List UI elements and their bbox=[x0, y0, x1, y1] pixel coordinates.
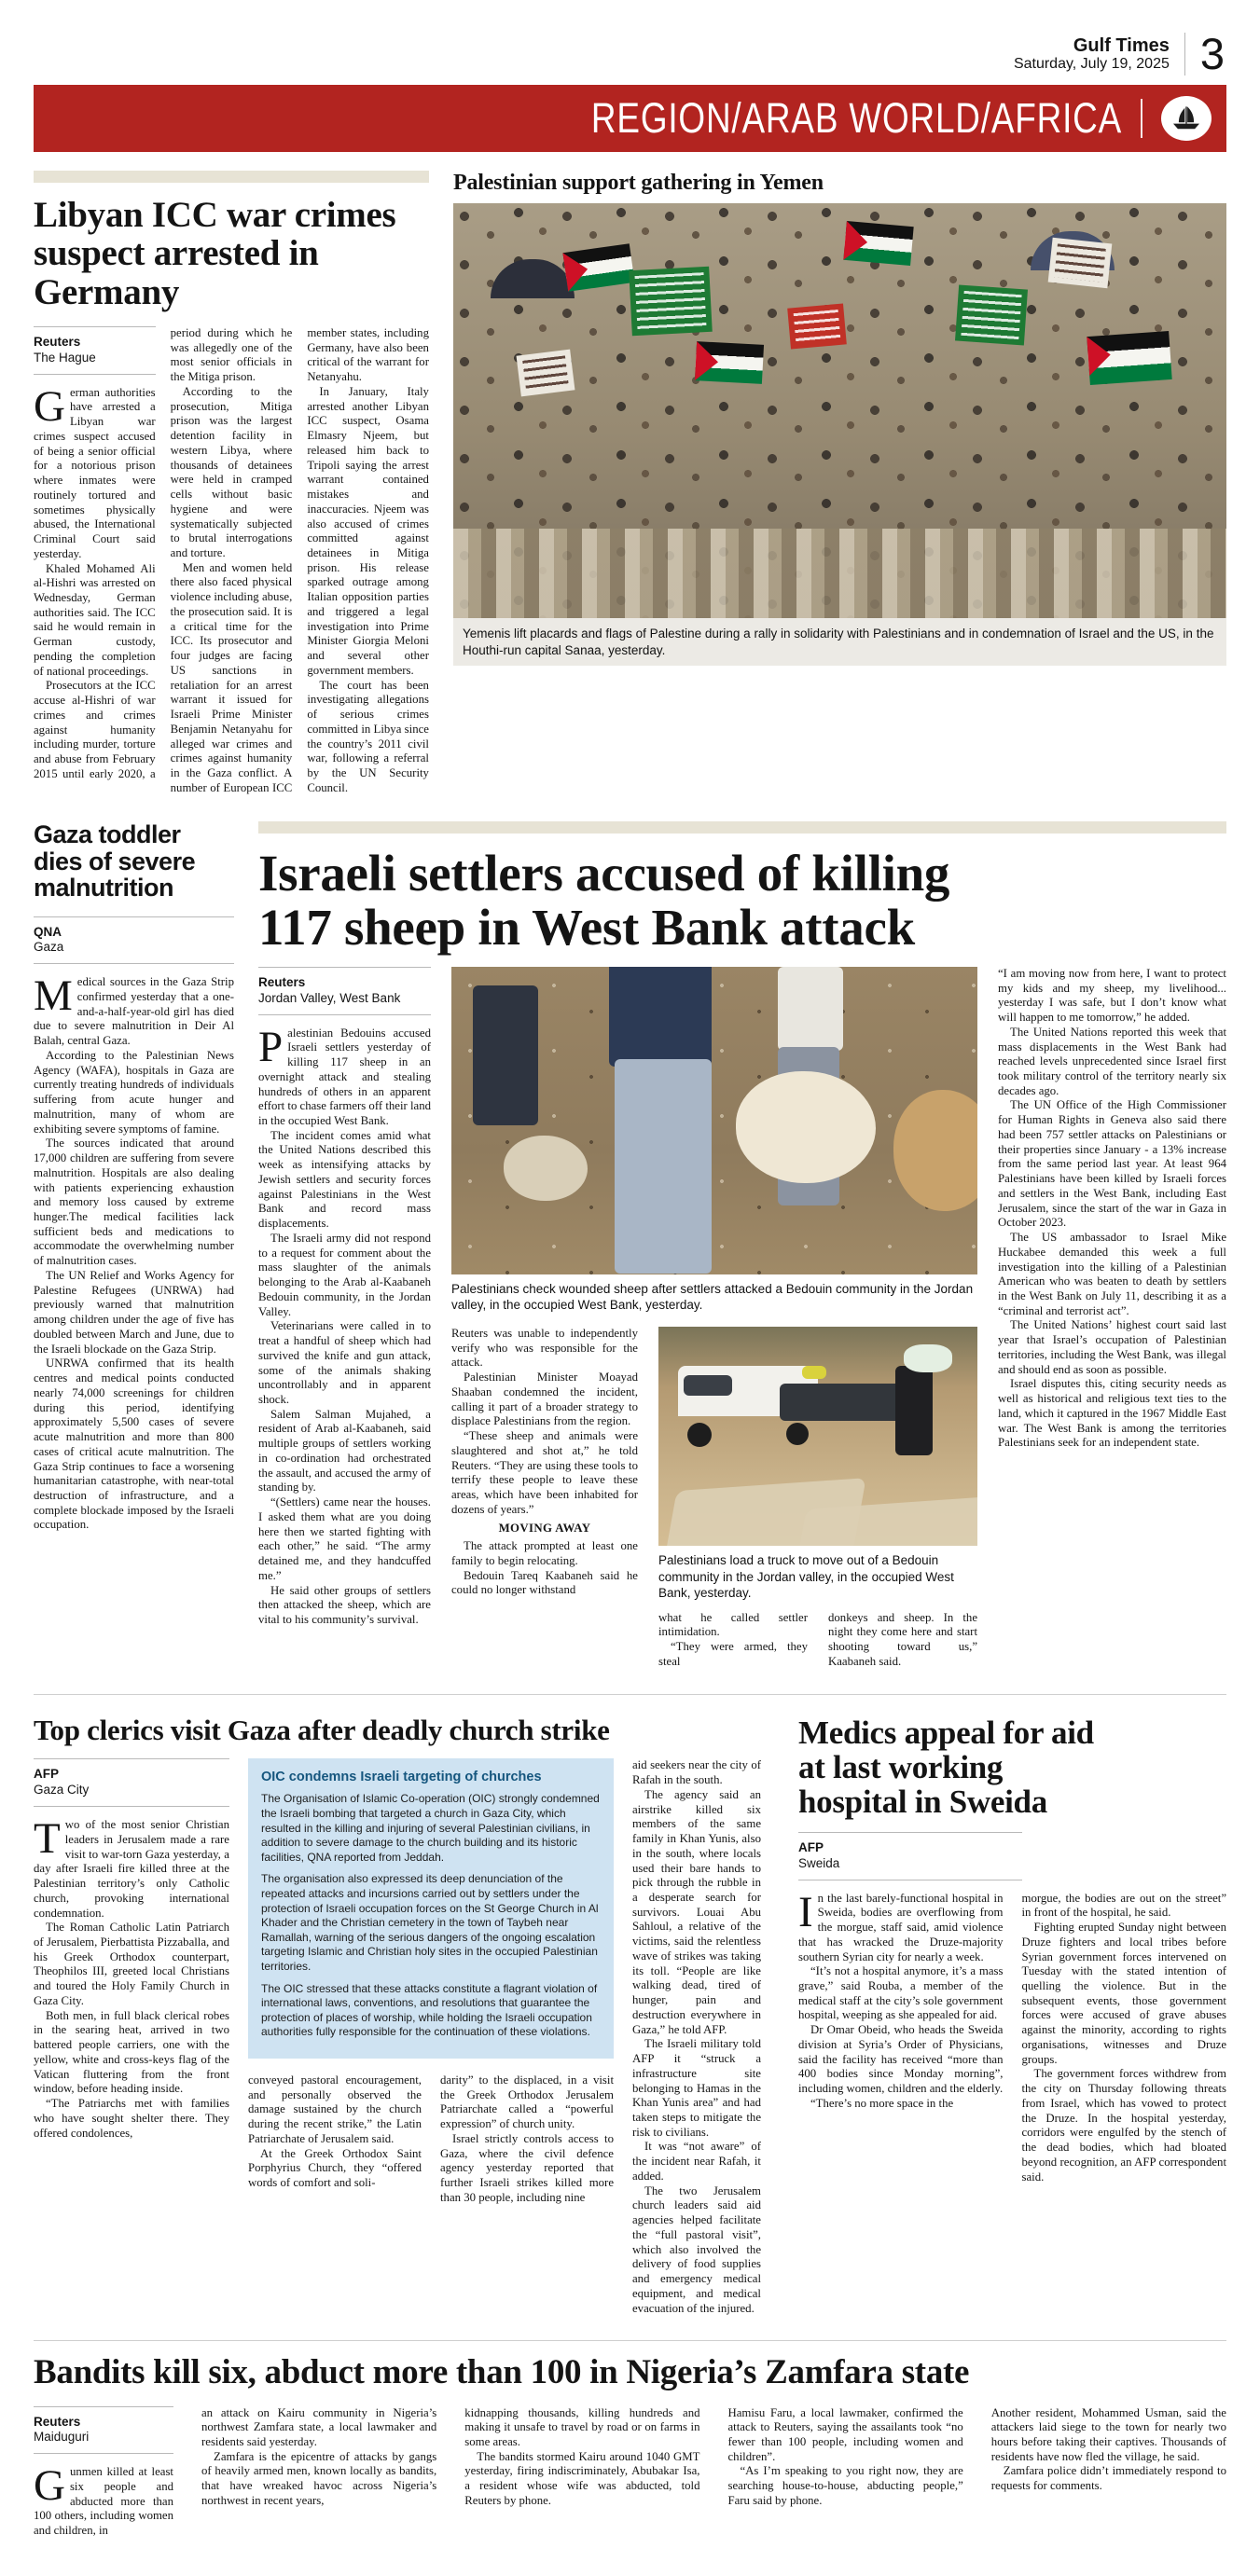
oic-condemnation-box bbox=[248, 1758, 614, 2059]
sheep-headline bbox=[258, 845, 1226, 956]
paragraph: The agency said an airstrike killed six members of the same family in Khan Yunis, also in the south, where locals used their bare hands to pick through the rubble in a desperate search for survivors. Louai Abu Sahloul, a relative of the victims, said the relentless wave of strikes was taking its toll. “People are like walking dead, tired of hunger, pain and destruction everywhere in Gaza,” he told AFP. bbox=[632, 1787, 761, 2036]
medics-col2-text bbox=[1022, 1892, 1227, 2185]
paragraph: “It’s not a hospital anymore, it’s a mass grave,” said Rouba, a member of the medical staff at the city’s sole government hospital, weeping as she appealed for aid. bbox=[798, 1964, 1004, 2022]
paragraph: Fighting erupted Sunday night between Druze fighters and local tribes before Syrian government forces intervened on Tuesday with the stated intention of quelling the violence. But in the subsequent events, those government forces were accused of grave abuses against the minority, according to rights organisations, witnesses and Druze groups. bbox=[1021, 1921, 1226, 2066]
paragraph: “The Patriarchs met with families who have sought shelter there. They offered condolences, bbox=[34, 2097, 229, 2140]
sheep-col1 bbox=[258, 967, 431, 1670]
nigeria-col2-text bbox=[201, 2406, 436, 2539]
banner-separator bbox=[1141, 99, 1142, 138]
clerics-location: Gaza City bbox=[34, 1783, 90, 1798]
paragraph: Gunmen killed at least six people and abducted more than 100 others, including women and children, in bbox=[34, 2461, 173, 2538]
clerics-agency: AFP bbox=[34, 1767, 59, 1782]
kicker-bar bbox=[34, 171, 429, 183]
paragraph: According to the Palestinian News Agency (WAFA), hospitals in Gaza are currently treating hundreds of individuals suffering from acute hunger and malnutrition, many of whom are exhibiting severe symptoms of famine. bbox=[34, 1048, 234, 1136]
paragraph: “There’s no more space in the bbox=[810, 2096, 954, 2110]
article-sheep-attack bbox=[258, 821, 1226, 1669]
sheep-article-grid bbox=[258, 967, 1226, 1670]
yemen-kicker: Palestinian support gathering in Yemen bbox=[453, 171, 824, 195]
nigeria-agency: Reuters bbox=[34, 2414, 81, 2429]
sheep-subgrid bbox=[451, 1327, 977, 1670]
sheep-shape bbox=[736, 1071, 876, 1183]
paragraph: Reuters was unable to independently verify who was responsible for the attack. bbox=[451, 1326, 638, 1370]
placard-text-lines bbox=[522, 355, 569, 390]
paragraph: UNRWA confirmed that its health centres and medical points conducted nearly 74,000 screenings for children during this period, identifying approximately 5,500 cases of severe acute malnutrition and more than 800 cases of critical acute malnutrition. The Gaza Strip continues to face a worsening humanitarian catastrophe, with near-total destruction of infrastructure, and a complete blockade imposed by the Israeli occupation. bbox=[34, 1357, 234, 1532]
paragraph: The UN Office of the High Commissioner for Human Rights in Geneva also said there had been 757 settler attacks on Palestinians or their properties since January - a 13% increase from the same period last year. At least 964 Palestinians have been killed by Israeli forces and settlers in the West Bank, including East Jerusalem, since the start of the war in Gaza in October 2023. bbox=[998, 1098, 1226, 1230]
placard-text-lines bbox=[1054, 243, 1105, 282]
masthead-text bbox=[1014, 35, 1170, 73]
article-libya-icc bbox=[34, 171, 429, 795]
libya-agency: Reuters bbox=[34, 334, 81, 349]
medics-grid bbox=[798, 1887, 1226, 2185]
paragraph: Both men, in full black clerical robes in the searing heat, arrived in two battered people carriers, one with the yellow, white and cross-keys flag of the Vatican fluttering from the front window, before heading inside. bbox=[34, 2008, 229, 2096]
paragraph: The attack prompted at least one family to begin relocating. bbox=[451, 1539, 638, 1567]
sheep-byline bbox=[258, 967, 431, 1015]
libya-body bbox=[34, 326, 429, 796]
clerics-col4-text bbox=[632, 1758, 761, 2316]
clerics-grid bbox=[34, 1758, 761, 2316]
page-number: 3 bbox=[1199, 29, 1225, 78]
libya-headline: Libyan ICC war crimes suspect arrested in Germany bbox=[34, 195, 396, 312]
red-placard bbox=[787, 303, 847, 349]
toddler-headline: Gaza toddler dies of severe malnutrition bbox=[34, 820, 196, 902]
white-placard bbox=[1048, 238, 1113, 288]
person-carrying-sack bbox=[895, 1366, 933, 1455]
sheep-stub1 bbox=[658, 1611, 808, 1670]
paragraph: The Israeli army did not respond to a request for comment about the mass slaughter of the animals belonging to the Arab al-Kaabaneh Bedouin community, in the Jordan Valley. bbox=[258, 1231, 431, 1318]
paragraph: conveyed pastoral encouragement, and personally observed the damage sustained by the church during the recent strike,” the Latin Patriarchate of Jerusalem said. bbox=[248, 2073, 422, 2145]
sheep-headline-line2: 117 sheep in West Bank attack bbox=[258, 898, 915, 956]
kicker-bar bbox=[258, 821, 1226, 833]
nigeria-col3-text bbox=[464, 2406, 699, 2539]
dhow-boat-logo-icon bbox=[1161, 96, 1212, 141]
crowd-band bbox=[453, 529, 1226, 618]
green-banner bbox=[629, 267, 713, 336]
paragraph: The two Jerusalem church leaders said aid agencies helped facilitate the “full pastoral visit”, which also involved the delivery of food supplies and emergency medical equipment, and medical evacuation of the injured. bbox=[632, 2183, 761, 2315]
paragraph: aid seekers near the city of Rafah in the south. bbox=[632, 1758, 761, 1787]
paragraph: “These sheep and animals were slaughtered and shot at,” he told Reuters. “They are using these tools to terrify these people to leave these areas, which have been inhabited for dozens of years.” bbox=[451, 1429, 638, 1516]
paragraph: Khaled Mohamed Ali al-Hishri was arrested on Wednesday, German authorities said. The ICC said he would remain in German custody, pending the completion of national proceedings. bbox=[34, 561, 156, 678]
paragraph: “They were armed, they steal bbox=[658, 1640, 808, 1668]
palestinian-flag bbox=[695, 341, 764, 384]
libya-location: The Hague bbox=[34, 350, 96, 365]
sheep-photo2-caption: Palestinians load a truck to move out of a Bedouin community in the Jordan valley, in the occupied West Bank, yesterday. bbox=[658, 1552, 954, 1601]
sheep-agency: Reuters bbox=[258, 974, 306, 989]
paragraph: Palestinian Minister Moayad Shaaban condemned the incident, calling it part of a broader strategy to displace Palestinians from the region. bbox=[451, 1371, 638, 1428]
truck-loading-photo bbox=[658, 1327, 977, 1546]
sheep-rightcol-text bbox=[998, 967, 1226, 1670]
oic-box-title: OIC condemns Israeli targeting of churches bbox=[261, 1770, 542, 1785]
white-sack bbox=[904, 1344, 952, 1372]
paragraph: The bandits stormed Kairu around 1040 GMT yesterday, firing indiscriminately, Abubakar Isa, a resident whose wife was abducted, told Reuters by phone. bbox=[464, 2449, 700, 2507]
paragraph: MOVING AWAY bbox=[498, 1521, 591, 1535]
person-navy-shirt bbox=[609, 967, 712, 1067]
masthead-divider bbox=[1184, 33, 1185, 76]
sheep-stub2 bbox=[828, 1611, 977, 1670]
person-white-shirt bbox=[778, 967, 843, 1051]
banner-text-lines bbox=[635, 272, 707, 330]
green-banner bbox=[955, 284, 1028, 345]
cargo-sack bbox=[802, 1366, 826, 1379]
paragraph: Medical sources in the Gaza Strip confirmed yesterday that a one-and-a-half-year-old girl has died due to severe malnutrition in Deir Al Balah, central Gaza. bbox=[34, 971, 234, 1048]
sheep-middle bbox=[451, 967, 977, 1670]
section-title: REGION/ARAB WORLD/AFRICA bbox=[590, 94, 1122, 142]
paragraph: Prosecutors at the ICC accuse al-Hishri of war crimes and crimes against humanity including murder, torture and abuse from February 2015 until early 2020, a period during which he was allegedly one of the most senior officials in the Mitiga prison. bbox=[34, 325, 293, 780]
yemen-caption: Yemenis lift placards and flags of Palestine during a rally in solidarity with Palestinians and in condemnation of Israel and the US, in the Houthi-run capital Sanaa, yesterday. bbox=[453, 618, 1226, 666]
paragraph: He said other groups of settlers then attacked the sheep, which are vital to his community’s survival. bbox=[258, 1583, 431, 1626]
placard-text-lines bbox=[794, 310, 841, 343]
paragraph: German authorities have arrested a Libyan war crimes suspect accused of being a senior official for a notorious prison where inmates were routinely tortured and sometimes physically abused, the International Criminal Court said yesterday. bbox=[34, 381, 156, 560]
paragraph: Zamfara police didn’t immediately respond to requests for comments. bbox=[990, 2464, 1226, 2493]
clerics-subgrid bbox=[248, 2073, 614, 2206]
paragraph: In the last barely-functional hospital in Sweida, bodies are overflowing from the morgue, staff said, amid violence that has wracked the Druze-majority southern Syrian city for nearly a week. bbox=[798, 1887, 1004, 1963]
nigeria-col4-text bbox=[728, 2406, 963, 2539]
paragraph: Dr Omar Obeid, who heads the Sweida division at Syria’s Order of Physicians, said the facility has received “more than 400 bodies since Monday morning”, including women, children and the elderly. bbox=[798, 2023, 1004, 2096]
paragraph: Israel disputes this, citing security needs as well as historical and religious text ties to the land, which it captured in the 1967 Middle East war. The West Bank is among the territories Palestinians seek for an independent state. bbox=[998, 1377, 1226, 1450]
masthead bbox=[34, 0, 1226, 85]
paragraph: Men and women held there also faced physical violence including abuse, the prosecution said. It is a critical time for the ICC. Its prosecutor and four judges are facing US sanctions in retaliation for an arrest warrant it issued for Israeli Prime Minister Benjamin Netanyahu for alleged war crimes and crimes against humanity in the Gaza conflict. A number of European ICC member states, including Germany, have also been critical of the warrant for Netanyahu. bbox=[170, 325, 429, 794]
nigeria-grid bbox=[34, 2406, 1226, 2539]
paragraph: “(Settlers) came near the houses. I asked them what are you doing here then we started fighting with each other,” he said. “The army detained me, and they handcuffed me.” bbox=[258, 1495, 431, 1582]
medics-location: Sweida bbox=[798, 1855, 840, 1870]
sheep-headline-line1: Israeli settlers accused of killing bbox=[258, 845, 950, 902]
yemen-photo-block bbox=[453, 171, 1226, 795]
section-divider bbox=[34, 2340, 1226, 2341]
paragraph: The US ambassador to Israel Mike Huckabee demanded this week a full investigation into the killing of a Palestinian American who was beaten to death by settlers in the West Bank on July 11, describing it as a “criminal and terrorist act”. bbox=[998, 1231, 1226, 1317]
truck-wheel bbox=[687, 1423, 712, 1447]
truck-photo-block bbox=[658, 1327, 977, 1670]
section-divider bbox=[34, 1694, 1226, 1695]
article-nigeria-bandits bbox=[34, 2354, 1226, 2539]
paragraph: donkeys and sheep. In the night they come here and start shooting toward us,” Kaabaneh said. bbox=[828, 1610, 977, 1668]
article-medics-sweida bbox=[798, 1715, 1226, 2317]
article-gaza-toddler bbox=[34, 821, 234, 1669]
paragraph: The sources indicated that around 17,000 children are suffering from severe malnutrition. Hospitals are also dealing with patients experiencing exhaustion and memory loss caused by extreme hunger.The medical facilities lack sufficient beds and medications to accommodate the overwhelming number of malnutrition cases. bbox=[34, 1136, 234, 1268]
banner-text-lines bbox=[961, 291, 1021, 339]
lower-section bbox=[34, 1715, 1226, 2317]
libya-byline bbox=[34, 326, 156, 375]
paragraph: Salem Salman Mujahed, a resident of Arab al-Kaabaneh, said multiple groups of settlers working in co-ordination had orchestrated the assault, and accused the army of standing by. bbox=[258, 1407, 431, 1495]
paragraph: It was “not aware” of the incident near Rafah, it added. bbox=[632, 2140, 761, 2183]
nigeria-col1 bbox=[34, 2406, 173, 2539]
paragraph: “I am moving now from here, I want to protect my kids and my sheep, my livelihood... yesterday I was safe, but I don’t know what will happen to me tomorrow,” he added. bbox=[998, 966, 1226, 1025]
toddler-byline bbox=[34, 916, 234, 965]
paragraph: Palestinian Bedouins accused Israeli settlers yesterday of killing 117 sheep in an overnight attack and stealing hundreds of others in an apparent effort to chase farmers off their land in the occupied West Bank. bbox=[258, 1022, 432, 1128]
paragraph: Veterinarians were called in to treat a handful of sheep which had survived the knife and gun attack, some of the animals shaking uncontrollably and in apparent shock. bbox=[258, 1319, 431, 1406]
sheep-photo1-caption: Palestinians check wounded sheep after settlers attacked a Bedouin community in the Jordan valley, in the occupied West Bank, yesterday. bbox=[451, 1281, 974, 1313]
paper-date: Saturday, July 19, 2025 bbox=[1013, 55, 1170, 72]
person-jeans bbox=[615, 1059, 712, 1274]
paper-name: Gulf Times bbox=[1073, 34, 1170, 56]
paragraph: The Roman Catholic Latin Patriarch of Jerusalem, Pierbattista Pizzaballa, and his Greek Orthodox counterpart, Theophilos III, greeted local Christians and toured the Holy Family Church in Gaza City. bbox=[34, 1921, 229, 2007]
nigeria-location: Maiduguri bbox=[34, 2430, 90, 2445]
paragraph: At the Greek Orthodox Saint Porphyrius Church, they “offered words of comfort and soli- bbox=[248, 2146, 422, 2190]
sheep-location: Jordan Valley, West Bank bbox=[258, 990, 401, 1005]
person-shape bbox=[473, 985, 538, 1125]
clerics-headline: Top clerics visit Gaza after deadly church strike bbox=[34, 1713, 610, 1746]
paragraph: The United Nations reported this week that mass displacements in the West Bank had reached levels unprecedented since Israel first took military control of the territory nearly six decades ago. bbox=[998, 1025, 1226, 1097]
section-banner bbox=[34, 85, 1226, 152]
toddler-location: Gaza bbox=[34, 940, 64, 955]
stub-row bbox=[658, 1611, 977, 1670]
medics-col1-text bbox=[798, 1887, 1004, 2185]
sheep-midcol-text bbox=[451, 1327, 638, 1670]
paragraph: The Organisation of Islamic Co-operation (OIC) strongly condemned the Israeli bombing that targeted a church in Gaza City, which resulted in the killing and injuring of several Palestinian civilians, in addition to severe damage to the church building and its historic facilities, QNA reported from Jeddah. bbox=[261, 1792, 600, 1864]
paragraph: The United Nations’ highest court said last year that Israel’s occupation of Palestinian territories, including the West Bank, was illegal and should end as soon as possible. bbox=[998, 1318, 1226, 1376]
medics-agency: AFP bbox=[798, 1839, 824, 1854]
paragraph: kidnapping thousands, killing hundreds and making it unsafe to travel by road or on farms in some areas. bbox=[464, 2405, 700, 2448]
paragraph: Two of the most senior Christian leaders in Jerusalem made a rare visit to war-torn Gaza yesterday, a day after Israeli fire killed three at the Palestinian territory’s only Catholic church, provoking international condemnation. bbox=[34, 1814, 229, 1920]
paragraph: The incident comes amid what the United Nations described this week as intensifying attacks by Jewish settlers and security forces against Palestinians in the West Bank and record mass displacements. bbox=[258, 1128, 431, 1231]
sheep-col1-text bbox=[258, 1022, 432, 1628]
clerics-middle bbox=[248, 1758, 614, 2316]
palestinian-flag bbox=[843, 221, 913, 266]
paragraph: Another resident, Mohammed Usman, said the attackers laid siege to the town for nearly two hours before taking their captives. Thousands of residents have now fled the village, he said. bbox=[990, 2405, 1226, 2463]
middle-section bbox=[34, 821, 1226, 1669]
nigeria-byline bbox=[34, 2406, 173, 2455]
clerics-col1-text bbox=[34, 1814, 229, 2141]
nigeria-col5-text bbox=[991, 2406, 1226, 2539]
yemen-rally-photo bbox=[453, 203, 1226, 618]
truck-wheel bbox=[786, 1423, 809, 1445]
paragraph: The OIC stressed that these attacks constitute a flagrant violation of international laws, conventions, and resolutions that guarantee the protection of places of worship, while holding the Israeli occupation authorities fully responsible for the continuation of these violations. bbox=[261, 1981, 598, 2039]
paragraph: Hamisu Faru, a local lawmaker, confirmed the attack to Reuters, saying the assailants took “no fewer than 100 people, including women and children”. bbox=[727, 2405, 963, 2463]
paragraph: The court has been investigating allegations of serious crimes committed in Libya since the country’s 2011 civil war, following a referral by the UN Security Council. bbox=[307, 678, 429, 794]
clerics-col1 bbox=[34, 1758, 229, 2316]
sheep-shape bbox=[504, 1136, 588, 1201]
paragraph: an attack on Kairu community in Nigeria’s northwest Zamfara state, a local lawmaker and residents said yesterday. bbox=[201, 2405, 437, 2448]
paragraph: The organisation also expressed its deep denunciation of the repeated attacks and incursions carried out by settlers under the protection of Israeli occupation forces on the St George Church in Al Khader and the Christian cemetery in the town of Taybeh near Ramallah, warning of the serious dangers of the ongoing escalation targeting Islamic and Christian holy sites in the occupied Palestinian territories. bbox=[261, 1872, 599, 1973]
clerics-col2-text bbox=[248, 2073, 422, 2206]
paragraph: “As I’m speaking to you right now, they are searching house-to-house, abducting people,” Faru said by phone. bbox=[727, 2464, 963, 2507]
libya-paragraphs bbox=[34, 326, 429, 796]
medics-headline: Medics appeal for aid at last working hospital in Sweida bbox=[798, 1714, 1094, 1820]
medics-byline bbox=[798, 1832, 1022, 1880]
toddler-body bbox=[34, 971, 234, 1533]
dhow-icon bbox=[1170, 105, 1202, 131]
nigeria-col1-text bbox=[34, 2461, 173, 2539]
paragraph: morgue, the bodies are out on the street” in front of the hospital, he said. bbox=[1021, 1891, 1226, 1920]
paragraph: darity” to the displaced, in a visit the Greek Orthodox Jerusalem Patriarchate called a “powerful expression” of church unity. bbox=[440, 2073, 614, 2131]
nigeria-headline: Bandits kill six, abduct more than 100 in Nigeria’s Zamfara state bbox=[34, 2353, 970, 2392]
paragraph: In January, Italy arrested another Libyan ICC suspect, Osama Elmasry Njeem, but released him back to Tripoli saying the arrest warrant contained mistakes and inaccuracies. Njeem was also accused of crimes committed against detainees in Mitiga prison. His release sparked outrage among Italian opposition parties and triggered a legal investigation into Prime Minister Giorgia Meloni and several other government members. bbox=[307, 384, 429, 677]
palestinian-flag bbox=[1087, 331, 1171, 385]
paragraph: According to the prosecution, Mitiga prison was the largest detention facility in western Libya, where thousands of detainees were held in cramped cells without basic hygiene and were systematically subjected to brutal interrogations and torture. bbox=[170, 384, 293, 559]
paragraph: Zamfara is the epicentre of attacks by gangs of heavily armed men, known locally as bandits, that have wreaked havoc across Nigeria’s northwest in recent years, bbox=[201, 2449, 437, 2507]
paragraph: The UN Relief and Works Agency for Palestine Refugees (UNRWA) had previously warned that malnutrition among children under the age of five has doubled between March and June, due to the Israeli blockade on the Gaza Strip. bbox=[34, 1268, 234, 1356]
clerics-col3-text bbox=[440, 2073, 614, 2206]
paragraph: The Israeli military told AFP it “struck a infrastructure site belonging to Hamas in the Khan Yunis area” and had taken steps to mitigate the risk to civilians. bbox=[632, 2037, 761, 2139]
oic-box-text bbox=[261, 1792, 601, 2040]
wounded-sheep-photo bbox=[451, 967, 977, 1274]
article-top-clerics bbox=[34, 1715, 761, 2317]
white-placard bbox=[517, 350, 575, 397]
toddler-agency: QNA bbox=[34, 924, 62, 939]
paragraph: Israel strictly controls access to Gaza, where the civil defence agency yesterday reported that further Israeli strikes killed more than 30 people, including nine bbox=[440, 2131, 614, 2204]
paragraph: Bedouin Tareq Kaabaneh said he could no longer withstand bbox=[451, 1568, 638, 1597]
clerics-byline bbox=[34, 1758, 229, 1807]
top-section bbox=[34, 171, 1226, 795]
truck-window bbox=[684, 1375, 732, 1396]
paragraph: The government forces withdrew from the city on Thursday following threats from Israel, which has vowed to protect the Druze. In the hospital yesterday, corridors were engulfed by the stench of the dead bodies, which had bloated beyond recognition, an AFP correspondent said. bbox=[1021, 2067, 1226, 2183]
paragraph: what he called settler intimidation. bbox=[658, 1610, 808, 1639]
